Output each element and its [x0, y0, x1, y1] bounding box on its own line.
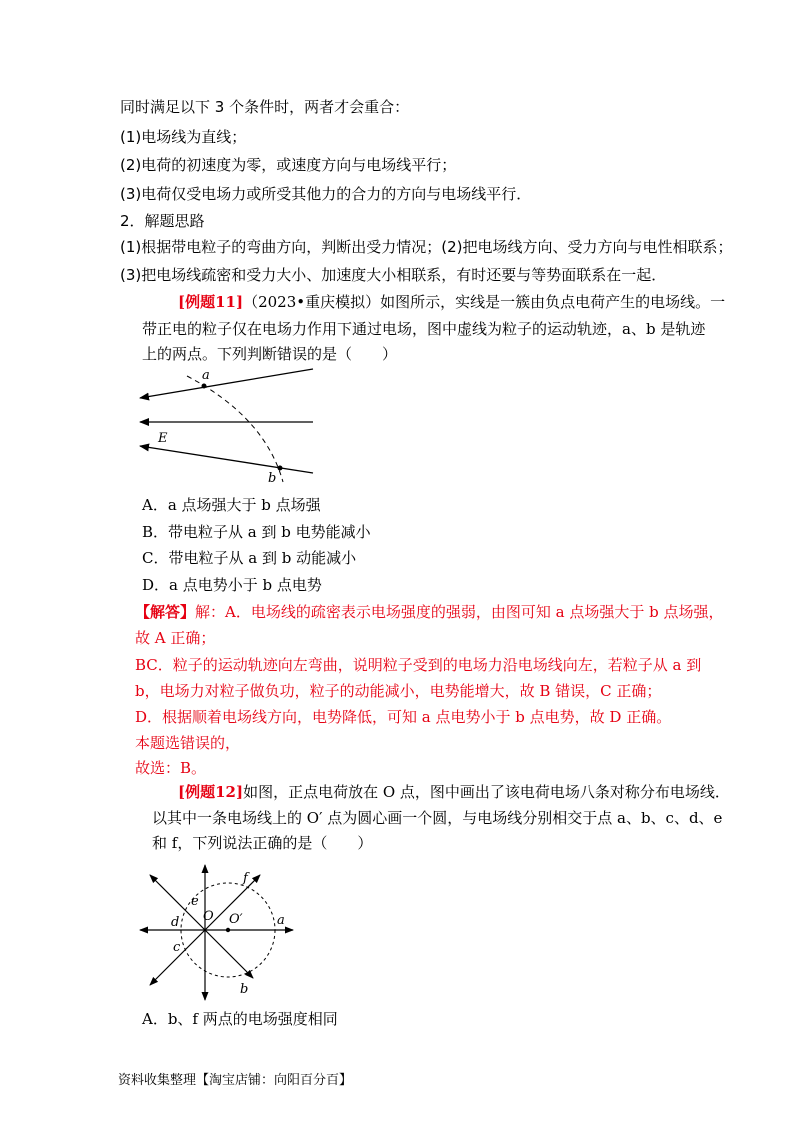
condition-1: (1)电场线为直线； — [120, 128, 247, 146]
example12-stem-line2: 以其中一条电场线上的 O′ 点为圆心画一个圆，与电场线分别相交于点 a、b、c、d、e — [152, 809, 723, 827]
example11-stem-line2: 带正电的粒子仅在电场力作用下通过电场，图中虚线为粒子的运动轨迹，a、b 是轨迹 — [142, 320, 706, 338]
example11-option-B: B．带电粒子从 a 到 b 电势能减小 — [142, 523, 371, 541]
label-E: E — [158, 431, 168, 446]
example11-tag: [例题11] — [178, 293, 244, 311]
label-d: d — [171, 915, 180, 930]
label-a: a — [202, 368, 210, 383]
answer-line-4: b，电场力对粒子做负功，粒子的动能减小，电势能增大，故 B 错误，C 正确； — [135, 682, 662, 700]
example11-stem-line1 — [178, 292, 725, 312]
field-line-down-right — [205, 930, 253, 978]
idea-2: (3)把电场线疏密和受力大小、加速度大小相联系，有时还要与等势面联系在一起． — [120, 266, 667, 284]
answer-line-1 — [135, 602, 723, 622]
example11-stem-line3: 上的两点。下列判断错误的是（ ） — [142, 345, 398, 363]
example11-option-A: A．a 点场强大于 b 点场强 — [142, 496, 321, 514]
example12-figure — [135, 860, 300, 1005]
section-heading: 2．解题思路 — [120, 212, 205, 230]
field-line-down-left — [150, 930, 205, 985]
example12-stem-line1 — [178, 782, 730, 802]
answer-line-2: 故 A 正确； — [135, 629, 216, 647]
label-O-prime: O′ — [229, 912, 243, 927]
example12-stem-text1: 如图，正点电荷放在 O 点，图中画出了该电荷电场八条对称分布电场线． — [243, 783, 730, 801]
example11-figure — [130, 362, 325, 487]
point-b-dot — [278, 466, 283, 471]
idea-1: (1)根据带电粒子的弯曲方向，判断出受力情况；(2)把电场线方向、受力方向与电性相联系； — [120, 238, 733, 256]
example12-stem-line3: 和 f，下列说法正确的是（ ） — [152, 834, 373, 852]
label-a: a — [277, 913, 285, 928]
answer-line-7: 故选：B。 — [135, 759, 207, 777]
label-f: f — [243, 871, 248, 886]
answer-line-5: D．根据顺着电场线方向，电势降低，可知 a 点电势小于 b 点电势，故 D 正确。 — [135, 708, 672, 726]
example11-option-C: C．带电粒子从 a 到 b 动能减小 — [142, 549, 357, 567]
answer-tag: 【解答】 — [135, 603, 196, 621]
example11-stem-text1: （2023•重庆模拟）如图所示，实线是一簇由负点电荷产生的电场线。一 — [243, 293, 726, 311]
label-e: e — [191, 894, 199, 909]
center-O2-dot — [226, 928, 230, 932]
field-line-bottom — [140, 446, 313, 473]
footer-note: 资料收集整理【淘宝店铺：向阳百分百】 — [118, 1073, 353, 1088]
field-line-top — [140, 369, 313, 398]
example11-option-D: D．a 点电势小于 b 点电势 — [142, 576, 322, 594]
label-c: c — [173, 940, 181, 955]
condition-3: (3)电荷仅受电场力或所受其他力的合力的方向与电场线平行． — [120, 185, 532, 203]
label-b: b — [268, 471, 277, 486]
point-a-dot — [202, 384, 207, 389]
condition-2: (2)电荷的初速度为零，或速度方向与电场线平行； — [120, 156, 457, 174]
example12-tag: [例题12] — [178, 783, 244, 801]
answer-text-1: 解：A．电场线的疏密表示电场强度的强弱，由图可知 a 点场强大于 b 点场强， — [195, 603, 724, 621]
answer-line-3: BC．粒子的运动轨迹向左弯曲，说明粒子受到的电场力沿电场线向左，若粒子从 a 到 — [135, 656, 702, 674]
label-b: b — [240, 982, 249, 997]
label-O: O — [203, 909, 214, 924]
example12-option-A: A．b、f 两点的电场强度相同 — [142, 1010, 338, 1028]
intro-lead: 同时满足以下 3 个条件时，两者才会重合： — [120, 98, 410, 116]
answer-line-6: 本题选错误的， — [135, 734, 241, 752]
